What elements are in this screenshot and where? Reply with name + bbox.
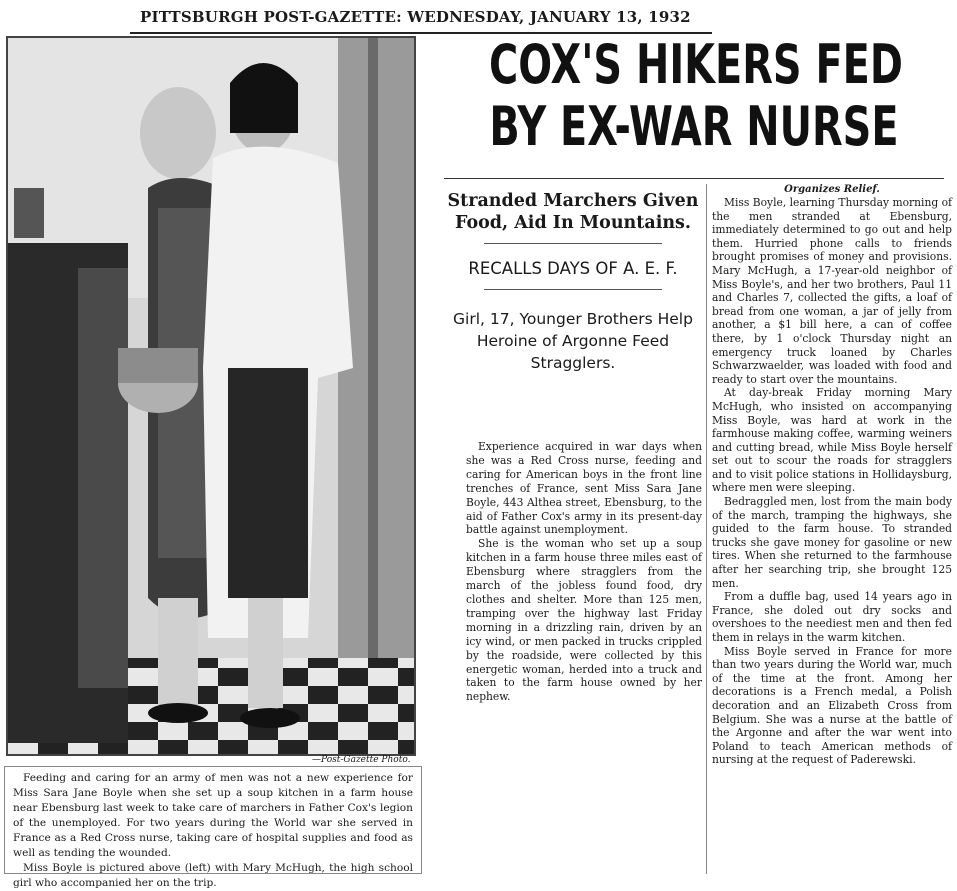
- subhead-organizes-relief: Organizes Relief.: [784, 184, 880, 195]
- article-column-1: [466, 440, 702, 710]
- caption-paragraph-2: Miss Boyle is pictured above (left) with Mary McHugh, the high school girl who accompanied her on the trip.: [13, 862, 413, 889]
- headline-rule: [444, 178, 944, 179]
- column2-paragraph-4: From a duffle bag, used 14 years ago in France, she doled out dry socks and overshoes to the neediest men and then fed them in relays in the warm kitchen.: [712, 590, 952, 644]
- column1-paragraph-1: Experience acquired in war days when she was a Red Cross nurse, feeding and caring for American boys in the front line trenches of France, sent Miss Sara Jane Boyle, 443 Althea street, Ebensburg, to the aid of Father Cox's army in its present-day battle against unemployment.: [466, 440, 702, 537]
- column-divider: [706, 184, 707, 874]
- headline-line-1: COX'S HIKERS FED: [489, 33, 903, 96]
- news-photo: [6, 36, 416, 756]
- article-column-2: [712, 184, 952, 876]
- column2-paragraph-2: At day-break Friday morning Mary McHugh, who insisted on accompanying Miss Boyle, was hard at work in the farmhouse making coffee, warming weiners and cutting bread, while Miss Boyle herself set out to scour the roads for stragglers and to visit police stations in Hollidaysburg, where men were sleeping.: [712, 386, 952, 495]
- column2-paragraph-1: Miss Boyle, learning Thursday morning of the men stranded at Ebensburg, immediately determined to go out and help them. Hurried phone calls to friends brought promises of money and provisions. Mary McHugh, a 17-year-old neighbor of Miss Boyle's, and her two brothers, Paul 11 and Charles 7, collected the gifts, a loaf of bread from one woman, a jar of jelly from another, a $1 bill here, a can of coffee there, by 1 o'clock Thursday night an emergency truck loaned by Charles Schwarzwaelder, was loaded with food and ready to start over the mountains.: [712, 196, 952, 386]
- deck-1: Stranded Marchers Given Food, Aid In Mountains.: [447, 191, 699, 233]
- deck-divider-1: [484, 243, 662, 244]
- masthead: PITTSBURGH POST-GAZETTE: WEDNESDAY, JANUARY 13, 1932: [140, 8, 691, 26]
- column1-paragraph-2: She is the woman who set up a soup kitchen in a farm house three miles east of Ebensburg where stragglers from the march of the jobless found food, dry clothes and shelter. More than 125 men, tramping over the highway last Friday morning in a drizzling rain, driven by an icy wind, or men packed in trucks crippled by the roadside, were collected by this energetic woman, herded into a truck and taken to the farm house owned by her nephew.: [466, 537, 702, 704]
- deck-2: RECALLS DAYS OF A. E. F.: [468, 259, 678, 278]
- photo-caption: [4, 766, 422, 889]
- headline: [444, 34, 944, 174]
- column2-paragraph-5: Miss Boyle served in France for more than two years during the World war, much of the time at the front. Among her decorations is a French medal, a Polish decoration and an Elizabeth Cross from Belgium. She was a nurse at the battle of the Argonne and after the war went into Poland to teach American methods of nursing at the request of Paderewski.: [712, 644, 952, 767]
- headline-line-2: BY EX-WAR NURSE: [489, 95, 899, 158]
- photo-illustration: [8, 38, 414, 754]
- photo-credit: —Post-Gazette Photo.: [312, 755, 411, 765]
- column2-paragraph-3: Bedraggled men, lost from the main body of the march, tramping the highways, she guided to the farm house. To stranded trucks she gave money for gasoline or new tires. When she returned to the farmhouse after her searching trip, she brought 125 men.: [712, 495, 952, 590]
- deck-divider-2: [484, 289, 662, 290]
- caption-paragraph-1: Feeding and caring for an army of men was not a new experience for Miss Sara Jane Boyle when she set up a soup kitchen in a farm house near Ebensburg last week to take care of marchers in Father Cox's legion of the unemployed. For two years during the World war she served in France as a Red Cross nurse, taking care of hospital supplies and food as well as tending the wounded.: [13, 772, 413, 859]
- deck-3: Girl, 17, Younger Brothers Help Heroine of Argonne Feed Stragglers.: [453, 310, 693, 372]
